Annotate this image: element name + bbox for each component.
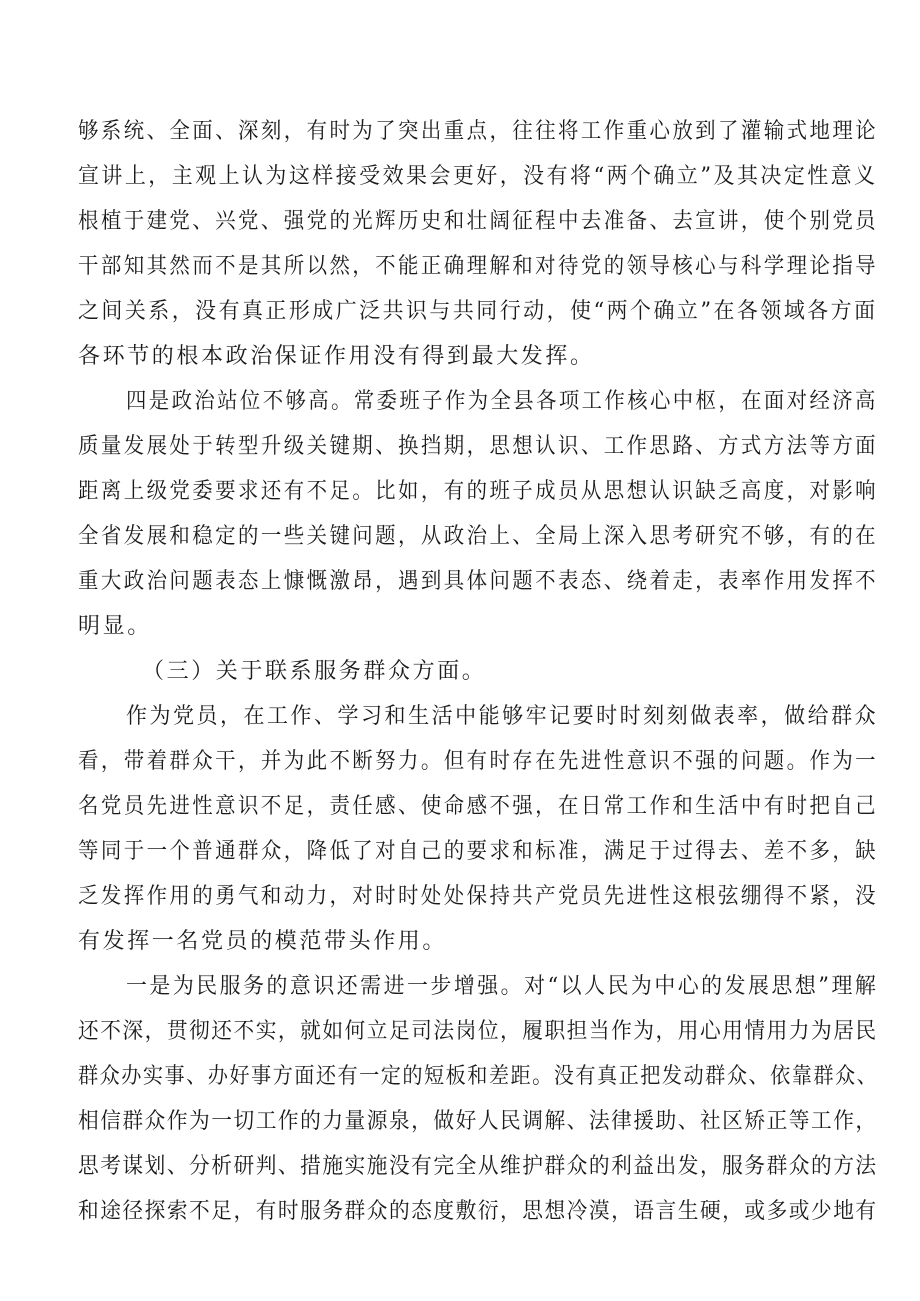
- text-line: 重大政治问题表态上慷慨激昂，遇到具体问题不表态、绕着走，表率作用发挥不: [78, 569, 879, 594]
- text-line: 四是政治站位不够高。常委班子作为全县各项工作核心中枢，在面对经济高: [126, 389, 878, 414]
- text-line: 看，带着群众干，并为此不断努力。但有时存在先进性意识不强的问题。作为一: [78, 749, 879, 774]
- text-line: 作为党员，在工作、学习和生活中能够牢记要时时刻刻做表率，做给群众: [126, 704, 879, 729]
- text-line: 群众办实事、办好事方面还有一定的短板和差距。没有真正把发动群众、依靠群众、: [78, 1064, 879, 1089]
- text-line: 一是为民服务的意识还需进一步增强。对“以人民为中心的发展思想”理解: [126, 974, 879, 999]
- text-line: 和途径探索不足，有时服务群众的态度敷衍，思想冷漠，语言生硬，或多或少地有: [78, 1199, 878, 1224]
- text-line: 质量发展处于转型升级关键期、换挡期，思想认识、工作思路、方式方法等方面: [78, 434, 879, 459]
- text-line: 干部知其然而不是其所以然，不能正确理解和对待党的领导核心与科学理论指导: [78, 254, 879, 279]
- text-line: 距离上级党委要求还有不足。比如，有的班子成员从思想认识缺乏高度，对影响: [78, 479, 879, 504]
- text-line: 宣讲上，主观上认为这样接受效果会更好，没有将“两个确立”及其决定性意义: [78, 164, 878, 189]
- text-line: 之间关系，没有真正形成广泛共识与共同行动，使“两个确立”在各领域各方面: [78, 299, 878, 324]
- text-line: 相信群众作为一切工作的力量源泉，做好人民调解、法律援助、社区矫正等工作，: [78, 1109, 878, 1134]
- text-line: 乏发挥作用的勇气和动力，对时时处处保持共产党员先进性这根弦绷得不紧，没: [78, 884, 879, 909]
- text-line: 明显。: [78, 614, 152, 639]
- text-line: 够系统、全面、深刻，有时为了突出重点，往往将工作重心放到了灌输式地理论: [78, 119, 879, 144]
- text-line: 还不深，贯彻还不实，就如何立足司法岗位，履职担当作为，用心用情用力为居民: [78, 1019, 878, 1044]
- text-line: 有发挥一名党员的模范带头作用。: [78, 929, 448, 954]
- text-line: 全省发展和稳定的一些关键问题，从政治上、全局上深入思考研究不够，有的在: [78, 524, 879, 549]
- section-heading: （三）关于联系服务群众方面。: [142, 659, 487, 684]
- text-line: 根植于建党、兴党、强党的光辉历史和壮阔征程中去准备、去宣讲，使个别党员: [78, 209, 879, 234]
- text-line: 等同于一个普通群众，降低了对自己的要求和标准，满足于过得去、差不多，缺: [78, 839, 879, 864]
- text-line: 各环节的根本政治保证作用没有得到最大发挥。: [78, 344, 595, 369]
- text-line: 名党员先进性意识不足，责任感、使命感不强，在日常工作和生活中有时把自己: [78, 794, 879, 819]
- text-line: 思考谋划、分析研判、措施实施没有完全从维护群众的利益出发，服务群众的方法: [78, 1154, 878, 1179]
